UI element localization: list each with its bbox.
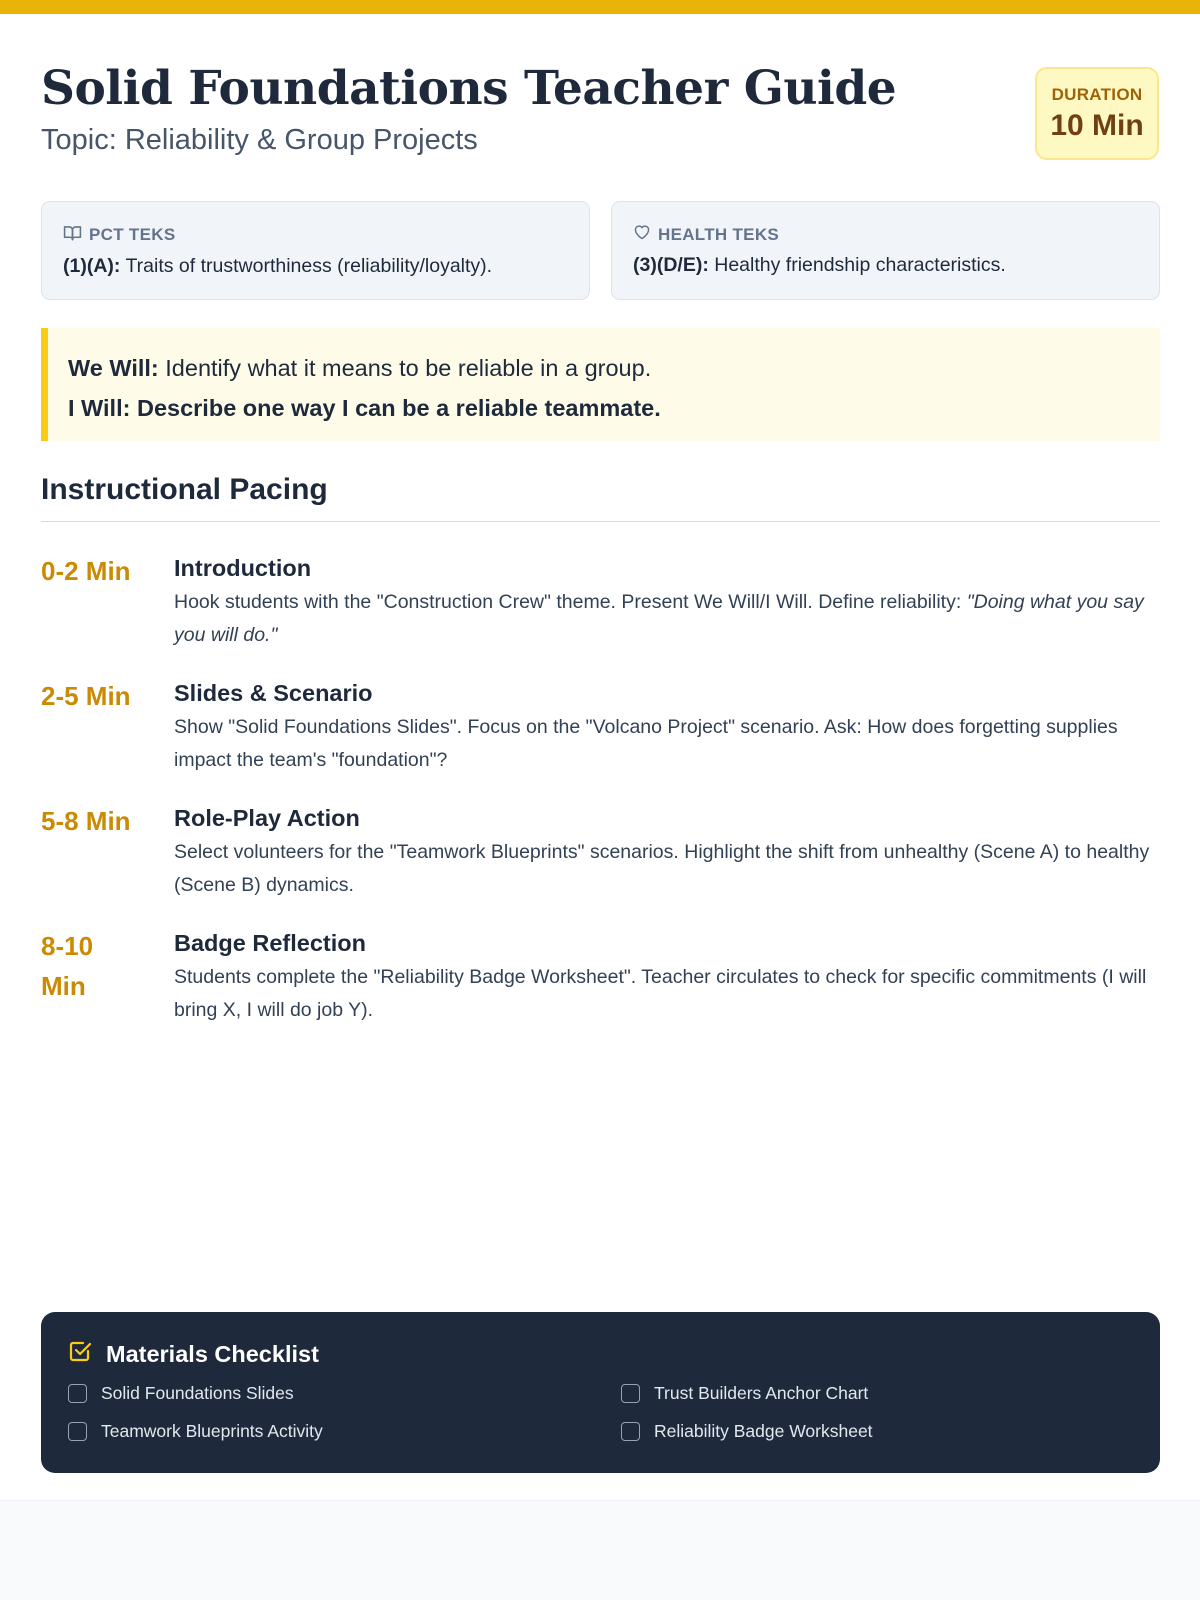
material-label: Teamwork Blueprints Activity: [101, 1420, 323, 1441]
material-label: Reliability Badge Worksheet: [654, 1420, 873, 1441]
pct-teks-description: Traits of trustworthiness (reliability/loyalty).: [120, 255, 493, 277]
checkbox-checked-icon: [68, 1339, 106, 1369]
pacing-heading: Instructional Pacing: [41, 473, 1160, 522]
health-teks-code: (3)(D/E):: [633, 254, 709, 276]
i-will-text: Describe one way I can be a reliable teammate.: [130, 395, 661, 421]
step-description: Students complete the "Reliability Badge Worksheet". Teacher circulates to check for specific commitments (I will bring X, I will do job Y).: [174, 966, 1147, 1021]
step-title: Role-Play Action: [174, 805, 360, 831]
step-description-text: Hook students with the "Construction Crew" theme. Present We Will/I Will. Define reliability:: [174, 591, 967, 613]
duration-value: 10 Min: [1050, 109, 1144, 142]
page-title: Solid Foundations Teacher Guide: [41, 61, 897, 116]
page-footer: [0, 1500, 1200, 1600]
book-icon: [63, 224, 89, 246]
material-label: Solid Foundations Slides: [101, 1382, 294, 1403]
material-item[interactable]: [68, 1418, 323, 1444]
duration-label: DURATION: [1051, 85, 1143, 104]
duration-badge: [1035, 67, 1159, 160]
teks-standards: [41, 201, 1160, 300]
pct-teks-text: [63, 255, 568, 278]
material-item[interactable]: [68, 1380, 294, 1406]
checkbox[interactable]: [68, 1384, 87, 1403]
checkbox[interactable]: [68, 1422, 87, 1441]
step-time: 2-5 Min: [41, 681, 131, 711]
we-will-label: We Will:: [68, 355, 159, 381]
i-will-label: I Will:: [68, 395, 131, 421]
material-item[interactable]: [621, 1418, 873, 1444]
step-time: 5-8 Min: [41, 806, 131, 836]
material-label: Trust Builders Anchor Chart: [654, 1382, 869, 1403]
health-teks-heading: HEALTH TEKS: [658, 224, 780, 244]
checkbox[interactable]: [621, 1422, 640, 1441]
pct-teks-code: (1)(A):: [63, 255, 121, 277]
reliability-definition: "Doing what you say you will do.": [174, 591, 1144, 646]
we-will-text: Identify what it means to be reliable in a group.: [158, 355, 652, 381]
step-description: [174, 586, 1162, 652]
step-title: Introduction: [174, 555, 312, 581]
step-title: Slides & Scenario: [174, 680, 373, 706]
checkbox[interactable]: [621, 1384, 640, 1403]
material-item[interactable]: [621, 1380, 868, 1406]
step-title: Badge Reflection: [174, 930, 366, 956]
we-will-objective: [68, 348, 1140, 388]
materials-title: Materials Checklist: [106, 1340, 319, 1367]
pct-teks-heading: PCT TEKS: [89, 225, 176, 244]
learning-objectives: [41, 328, 1160, 441]
header: [41, 58, 1159, 178]
health-teks-description: Healthy friendship characteristics.: [708, 254, 1006, 276]
heart-icon: [633, 224, 658, 245]
step-time: 0-2 Min: [41, 556, 131, 586]
i-will-objective: [68, 388, 1140, 428]
page-subtitle: Topic: Reliability & Group Projects: [41, 124, 478, 156]
pct-teks-card: [41, 201, 590, 300]
health-teks-card: [611, 201, 1160, 300]
step-description: Select volunteers for the "Teamwork Blueprints" scenarios. Highlight the shift from unhealthy (Scene A) to healthy (Scene B) dynamics.: [174, 841, 1150, 896]
health-teks-text: [633, 254, 1138, 277]
materials-checklist: [41, 1312, 1160, 1473]
step-time: 8-10 Min: [41, 931, 94, 1001]
step-description: Show "Solid Foundations Slides". Focus on the "Volcano Project" scenario. Ask: How does forgetting supplies impact the team's "foundation"?: [174, 716, 1118, 771]
